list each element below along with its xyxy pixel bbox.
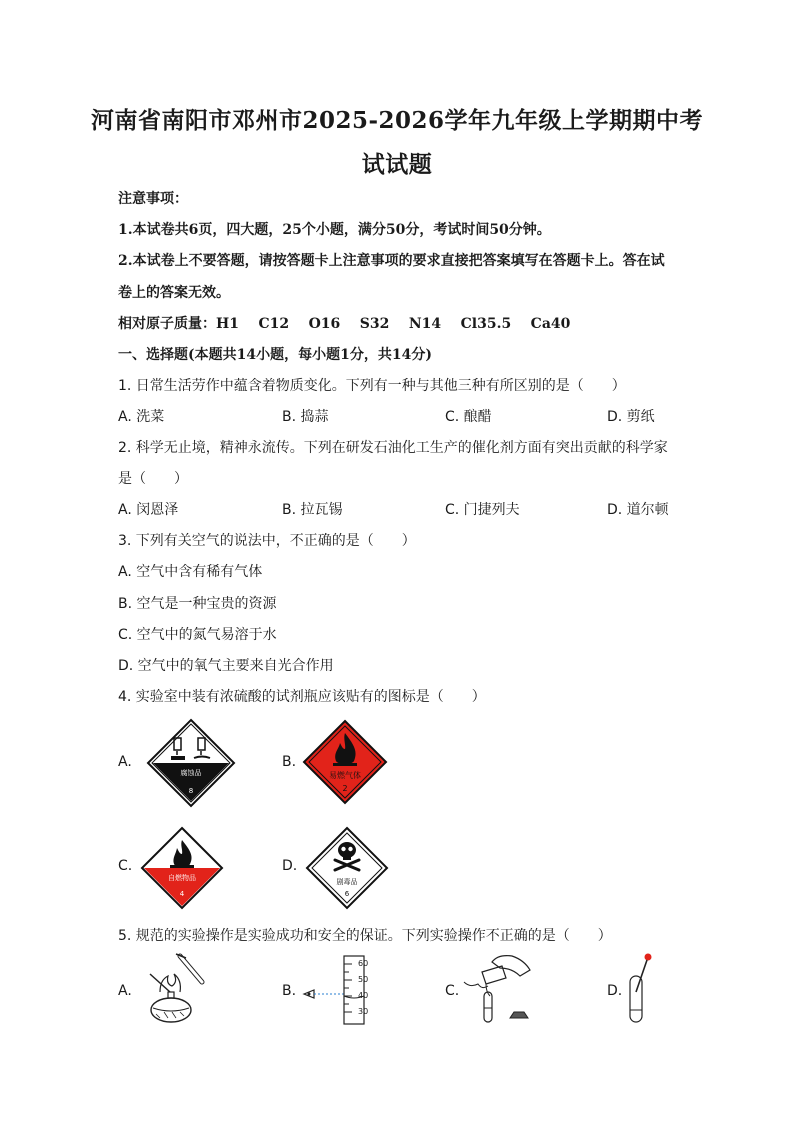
notice-heading: 注意事项： xyxy=(118,191,188,207)
cylinder-mark-60: 60 xyxy=(358,959,369,968)
question-1-option-b: B. 捣蒜 xyxy=(282,409,329,425)
section-heading-choice: 一、选择题(本题共14小题，每小题1分，共14分) xyxy=(118,347,432,363)
question-4-label-d: D. xyxy=(282,858,298,874)
question-3-option-c: C. 空气中的氮气易溶于水 xyxy=(118,627,277,643)
question-4-label-b: B. xyxy=(282,754,297,770)
question-5-label-c: C. xyxy=(445,983,460,999)
question-2-stem-line-2: 是（ ） xyxy=(118,471,188,487)
exam-title-line-2: 试试题 xyxy=(361,151,433,178)
question-1-stem: 1. 日常生活劳作中蕴含着物质变化。下列有一种与其他三种有所区别的是（ ） xyxy=(118,378,626,394)
question-2-stem-line-1: 2. 科学无止境，精神永流传。下列在研发石油化工生产的催化剂方面有突出贡献的科学家 xyxy=(118,440,668,456)
question-3-stem: 3. 下列有关空气的说法中，不正确的是（ ） xyxy=(118,533,416,549)
question-2-option-a: A. 闵恩泽 xyxy=(118,502,179,518)
spontaneous-combustion-sign-number: 4 xyxy=(179,890,185,898)
question-1-option-a: A. 洗菜 xyxy=(118,409,165,425)
graduated-cylinder-reading-icon xyxy=(300,952,380,1028)
question-5-label-b: B. xyxy=(282,983,297,999)
question-1-option-d: D. 剪纸 xyxy=(607,409,655,425)
corrosive-sign-icon xyxy=(146,718,236,808)
atomic-mass-line: 相对原子质量：H1 C12 O16 S32 N14 Cl35.5 Ca40 xyxy=(118,316,571,332)
test-tube-dropper-icon xyxy=(622,952,662,1026)
flammable-gas-sign-number: 2 xyxy=(342,784,348,793)
question-1-option-c: C. 酿醋 xyxy=(445,409,492,425)
corrosive-sign-text: 腐蚀品 xyxy=(180,769,202,777)
cylinder-mark-50: 50 xyxy=(358,975,369,984)
flammable-gas-sign-text: 易燃气体 xyxy=(329,771,361,780)
toxic-sign-icon xyxy=(305,826,389,910)
question-4-label-a: A. xyxy=(118,754,132,770)
pouring-liquid-icon xyxy=(462,952,532,1026)
question-3-option-d: D. 空气中的氧气主要来自光合作用 xyxy=(118,658,334,674)
question-2-option-b: B. 拉瓦锡 xyxy=(282,502,343,518)
question-4-stem: 4. 实验室中装有浓硫酸的试剂瓶应该贴有的图标是（ ） xyxy=(118,689,486,705)
toxic-sign-number: 6 xyxy=(344,890,350,898)
spontaneous-combustion-sign-text: 自燃物品 xyxy=(168,874,196,882)
question-2-option-d: D. 道尔顿 xyxy=(607,502,669,518)
corrosive-sign-number: 8 xyxy=(188,787,194,795)
notice-item-1: 1.本试卷共6页，四大题，25个小题，满分50分，考试时间50分钟。 xyxy=(118,222,551,238)
question-5-label-a: A. xyxy=(118,983,132,999)
notice-item-2-line-1: 2.本试卷上不要答题，请按答题卡上注意事项的要求直接把答案填写在答题卡上。答在试 xyxy=(118,253,665,269)
exam-title-line-1: 河南省南阳市邓州市2025-2026学年九年级上学期期中考 xyxy=(90,107,704,134)
spontaneous-combustion-sign-icon xyxy=(140,826,224,910)
question-2-option-c: C. 门捷列夫 xyxy=(445,502,520,518)
toxic-sign-text: 剧毒品 xyxy=(336,878,358,886)
alcohol-lamp-heating-icon xyxy=(140,952,210,1026)
cylinder-mark-40: 40 xyxy=(358,991,369,1000)
flammable-gas-sign-icon xyxy=(302,719,388,805)
cylinder-mark-30: 30 xyxy=(358,1007,369,1016)
notice-item-2-line-2: 卷上的答案无效。 xyxy=(118,285,230,301)
question-3-option-a: A. 空气中含有稀有气体 xyxy=(118,564,263,580)
question-4-label-c: C. xyxy=(118,858,133,874)
question-5-stem: 5. 规范的实验操作是实验成功和安全的保证。下列实验操作不正确的是（ ） xyxy=(118,928,612,944)
question-5-label-d: D. xyxy=(607,983,623,999)
question-3-option-b: B. 空气是一种宝贵的资源 xyxy=(118,596,277,612)
